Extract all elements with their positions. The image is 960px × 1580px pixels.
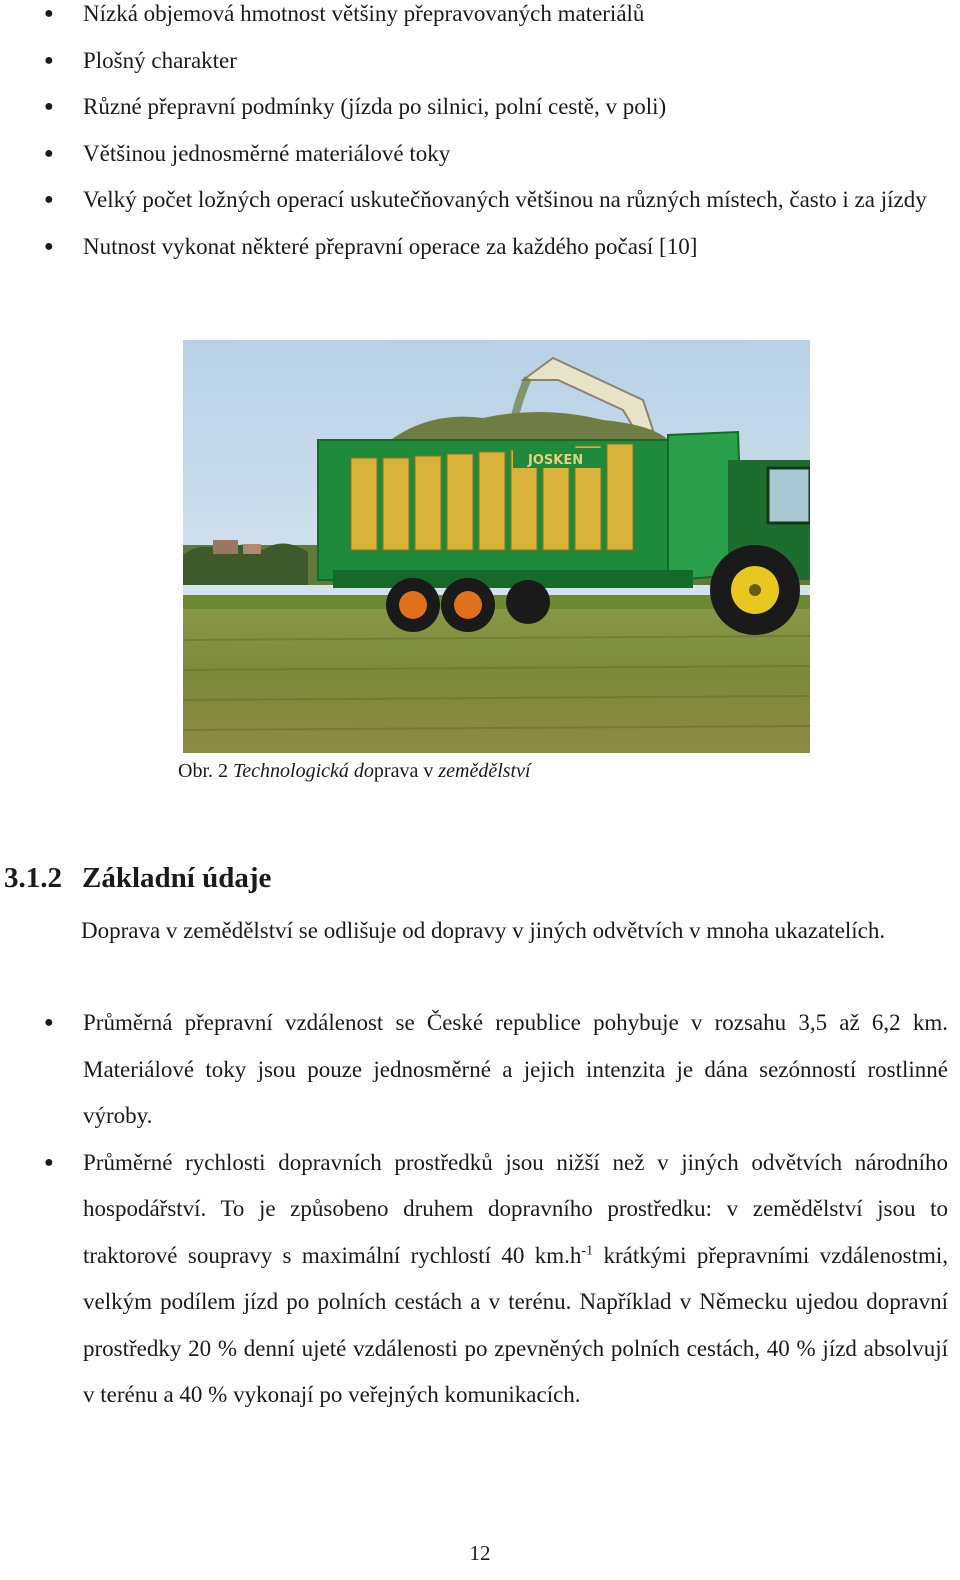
bullet-icon: ● xyxy=(44,191,54,208)
figure-photo-forage-harvester-trailer xyxy=(183,340,810,753)
bullet-icon: ● xyxy=(44,144,54,162)
farm-photo-illustration xyxy=(183,340,810,753)
list-item: ● Nutnost vykonat některé přepravní operace za každého počasí [10] xyxy=(0,224,960,271)
feature-bullet-list xyxy=(0,0,960,270)
bullet-icon: ● xyxy=(44,237,54,255)
list-item: ● Různé přepravní podmínky (jízda po silnici, polní cestě, v poli) xyxy=(0,84,960,131)
page-number: 12 xyxy=(469,1541,491,1565)
list-item: ● Průměrná přepravní vzdálenost se České republice pohybuje v rozsahu 3,5 až 6,2 km. Materiálové toky jsou pouze jednosměrné a jejich intenzita je dána sezónností rostlinné výroby. xyxy=(0,1000,960,1140)
list-item: ● Nízká objemová hmotnost většiny přepravovaných materiálů xyxy=(0,0,960,38)
bullet-icon: ● xyxy=(44,51,54,69)
bullet-icon: ● xyxy=(44,1153,54,1171)
bullet-icon: ● xyxy=(44,98,54,115)
intro-paragraph: Doprava v zemědělství se odlišuje od dopravy v jiných odvětvích v mnoha ukazatelích. xyxy=(81,918,886,943)
list-item: ● Většinou jednosměrné materiálové toky xyxy=(0,131,960,178)
list-item: ● Plošný charakter xyxy=(0,38,960,85)
list-item: ● Velký počet ložných operací uskutečňovaných většinou na různých místech, často i za jízdy xyxy=(0,177,960,224)
section-heading: 3.1.2 Základní údaje xyxy=(4,862,272,894)
trailer-brand-text: JOSKEN xyxy=(528,453,584,468)
figure-caption: Obr. 2 Technologická doprava v zemědělství xyxy=(178,760,531,782)
statistics-bullet-list xyxy=(0,1000,960,1419)
list-item: ● Průměrné rychlosti dopravních prostředků jsou nižší než v jiných odvětvích národního hospodářství. To je způsobeno druhem dopravního prostředku: v zemědělství jsou to traktorové soupravy s maximální rychlostí 40 $km.h^{-1}$ krátkými přepravními vzdálenostmi, velkým podílem jízd po polních cestách a v terénu. Například v Německu ujedou dopravní prostředky 20 % denní ujeté vzdálenosti po zpevněných polních cestách, 40 % jízd absolvují v terénu a 40 % vykonají po veřejných komunikacích. xyxy=(0,1140,960,1419)
bullet-icon: ● xyxy=(44,5,54,22)
bullet-icon: ● xyxy=(44,1014,54,1031)
